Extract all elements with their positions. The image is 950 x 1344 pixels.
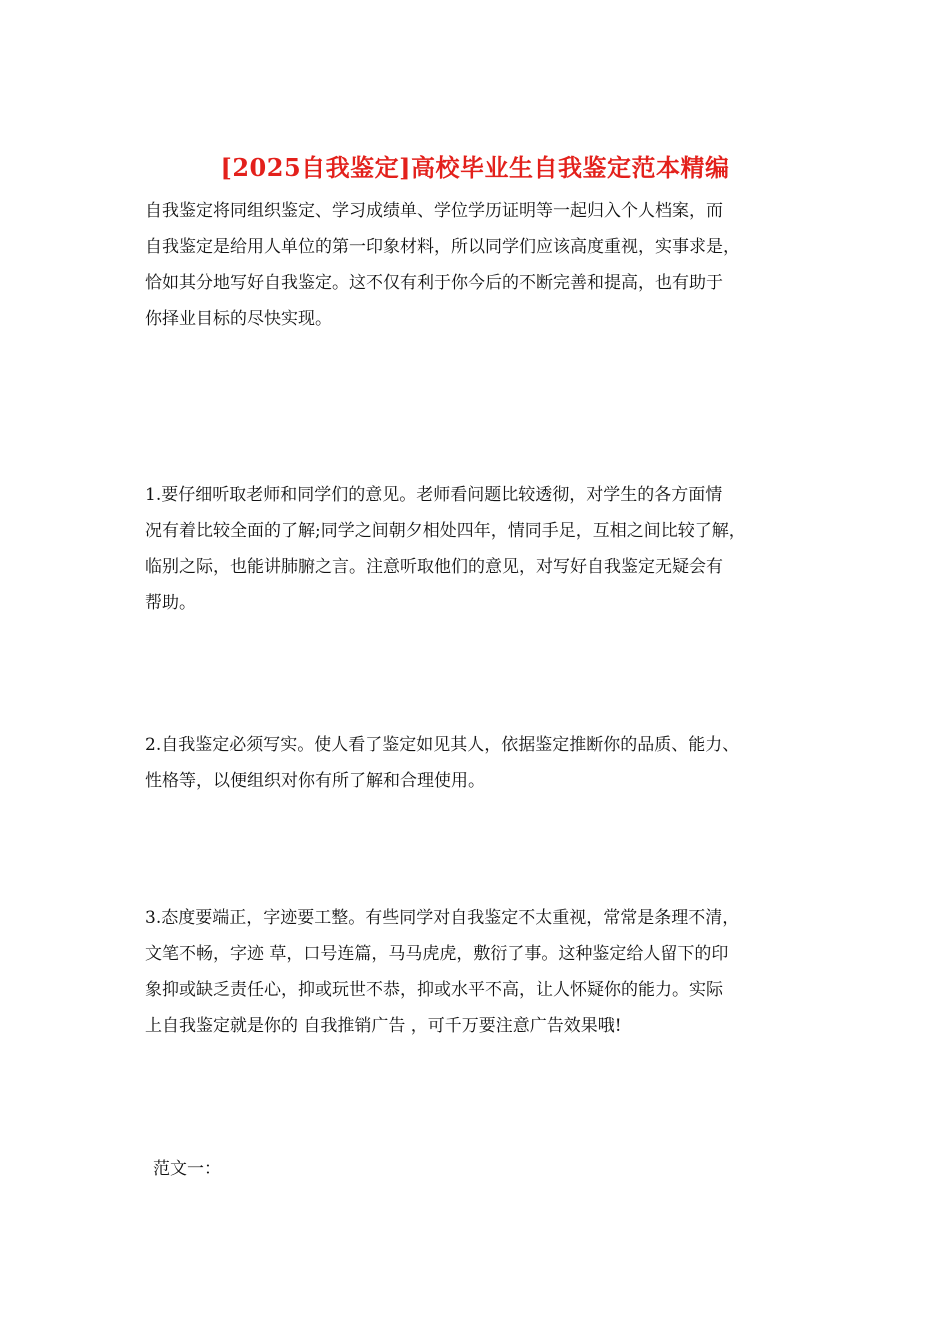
point-2-paragraph: [145, 727, 845, 799]
point-3-line: 3.态度要端正，字迹要工整。有些同学对自我鉴定不太重视，常常是条理不清，: [145, 908, 740, 928]
intro-line: 你择业目标的尽快实现。: [145, 309, 332, 329]
point-1-paragraph: [145, 477, 845, 621]
point-2-line: 性格等，以便组织对你有所了解和合理使用。: [145, 771, 485, 791]
point-3-paragraph: [145, 900, 845, 1044]
intro-line: 自我鉴定是给用人单位的第一印象材料，所以同学们应该高度重视，实事求是，: [145, 237, 740, 257]
point-1-line: 1.要仔细听取老师和同学们的意见。老师看问题比较透彻，对学生的各方面情: [145, 485, 723, 505]
point-3-line: 象抑或缺乏责任心，抑或玩世不恭，抑或水平不高，让人怀疑你的能力。实际: [145, 980, 723, 1000]
point-1-line: 况有着比较全面的了解;同学之间朝夕相处四年，情同手足，互相之间比较了解，: [145, 521, 746, 541]
point-2-line: 2.自我鉴定必须写实。使人看了鉴定如见其人，依据鉴定推断你的品质、能力、: [145, 735, 740, 755]
point-3-line: 文笔不畅，字迹 草，口号连篇，马马虎虎，敷衍了事。这种鉴定给人留下的印: [145, 944, 729, 964]
point-3-line: 上自我鉴定就是你的 自我推销广告 ，可千万要注意广告效果哦!: [145, 1016, 622, 1036]
intro-line: 自我鉴定将同组织鉴定、学习成绩单、学位学历证明等一起归入个人档案，而: [145, 201, 723, 221]
sample-heading: 范文一：: [153, 1159, 221, 1179]
intro-line: 恰如其分地写好自我鉴定。这不仅有利于你今后的不断完善和提高，也有助于: [145, 273, 723, 293]
intro-paragraph: [145, 193, 845, 337]
point-1-line: 临别之际，也能讲肺腑之言。注意听取他们的意见，对写好自我鉴定无疑会有: [145, 557, 723, 577]
point-1-line: 帮助。: [145, 593, 196, 613]
document-title: [2025自我鉴定]高校毕业生自我鉴定范本精编: [220, 153, 730, 182]
